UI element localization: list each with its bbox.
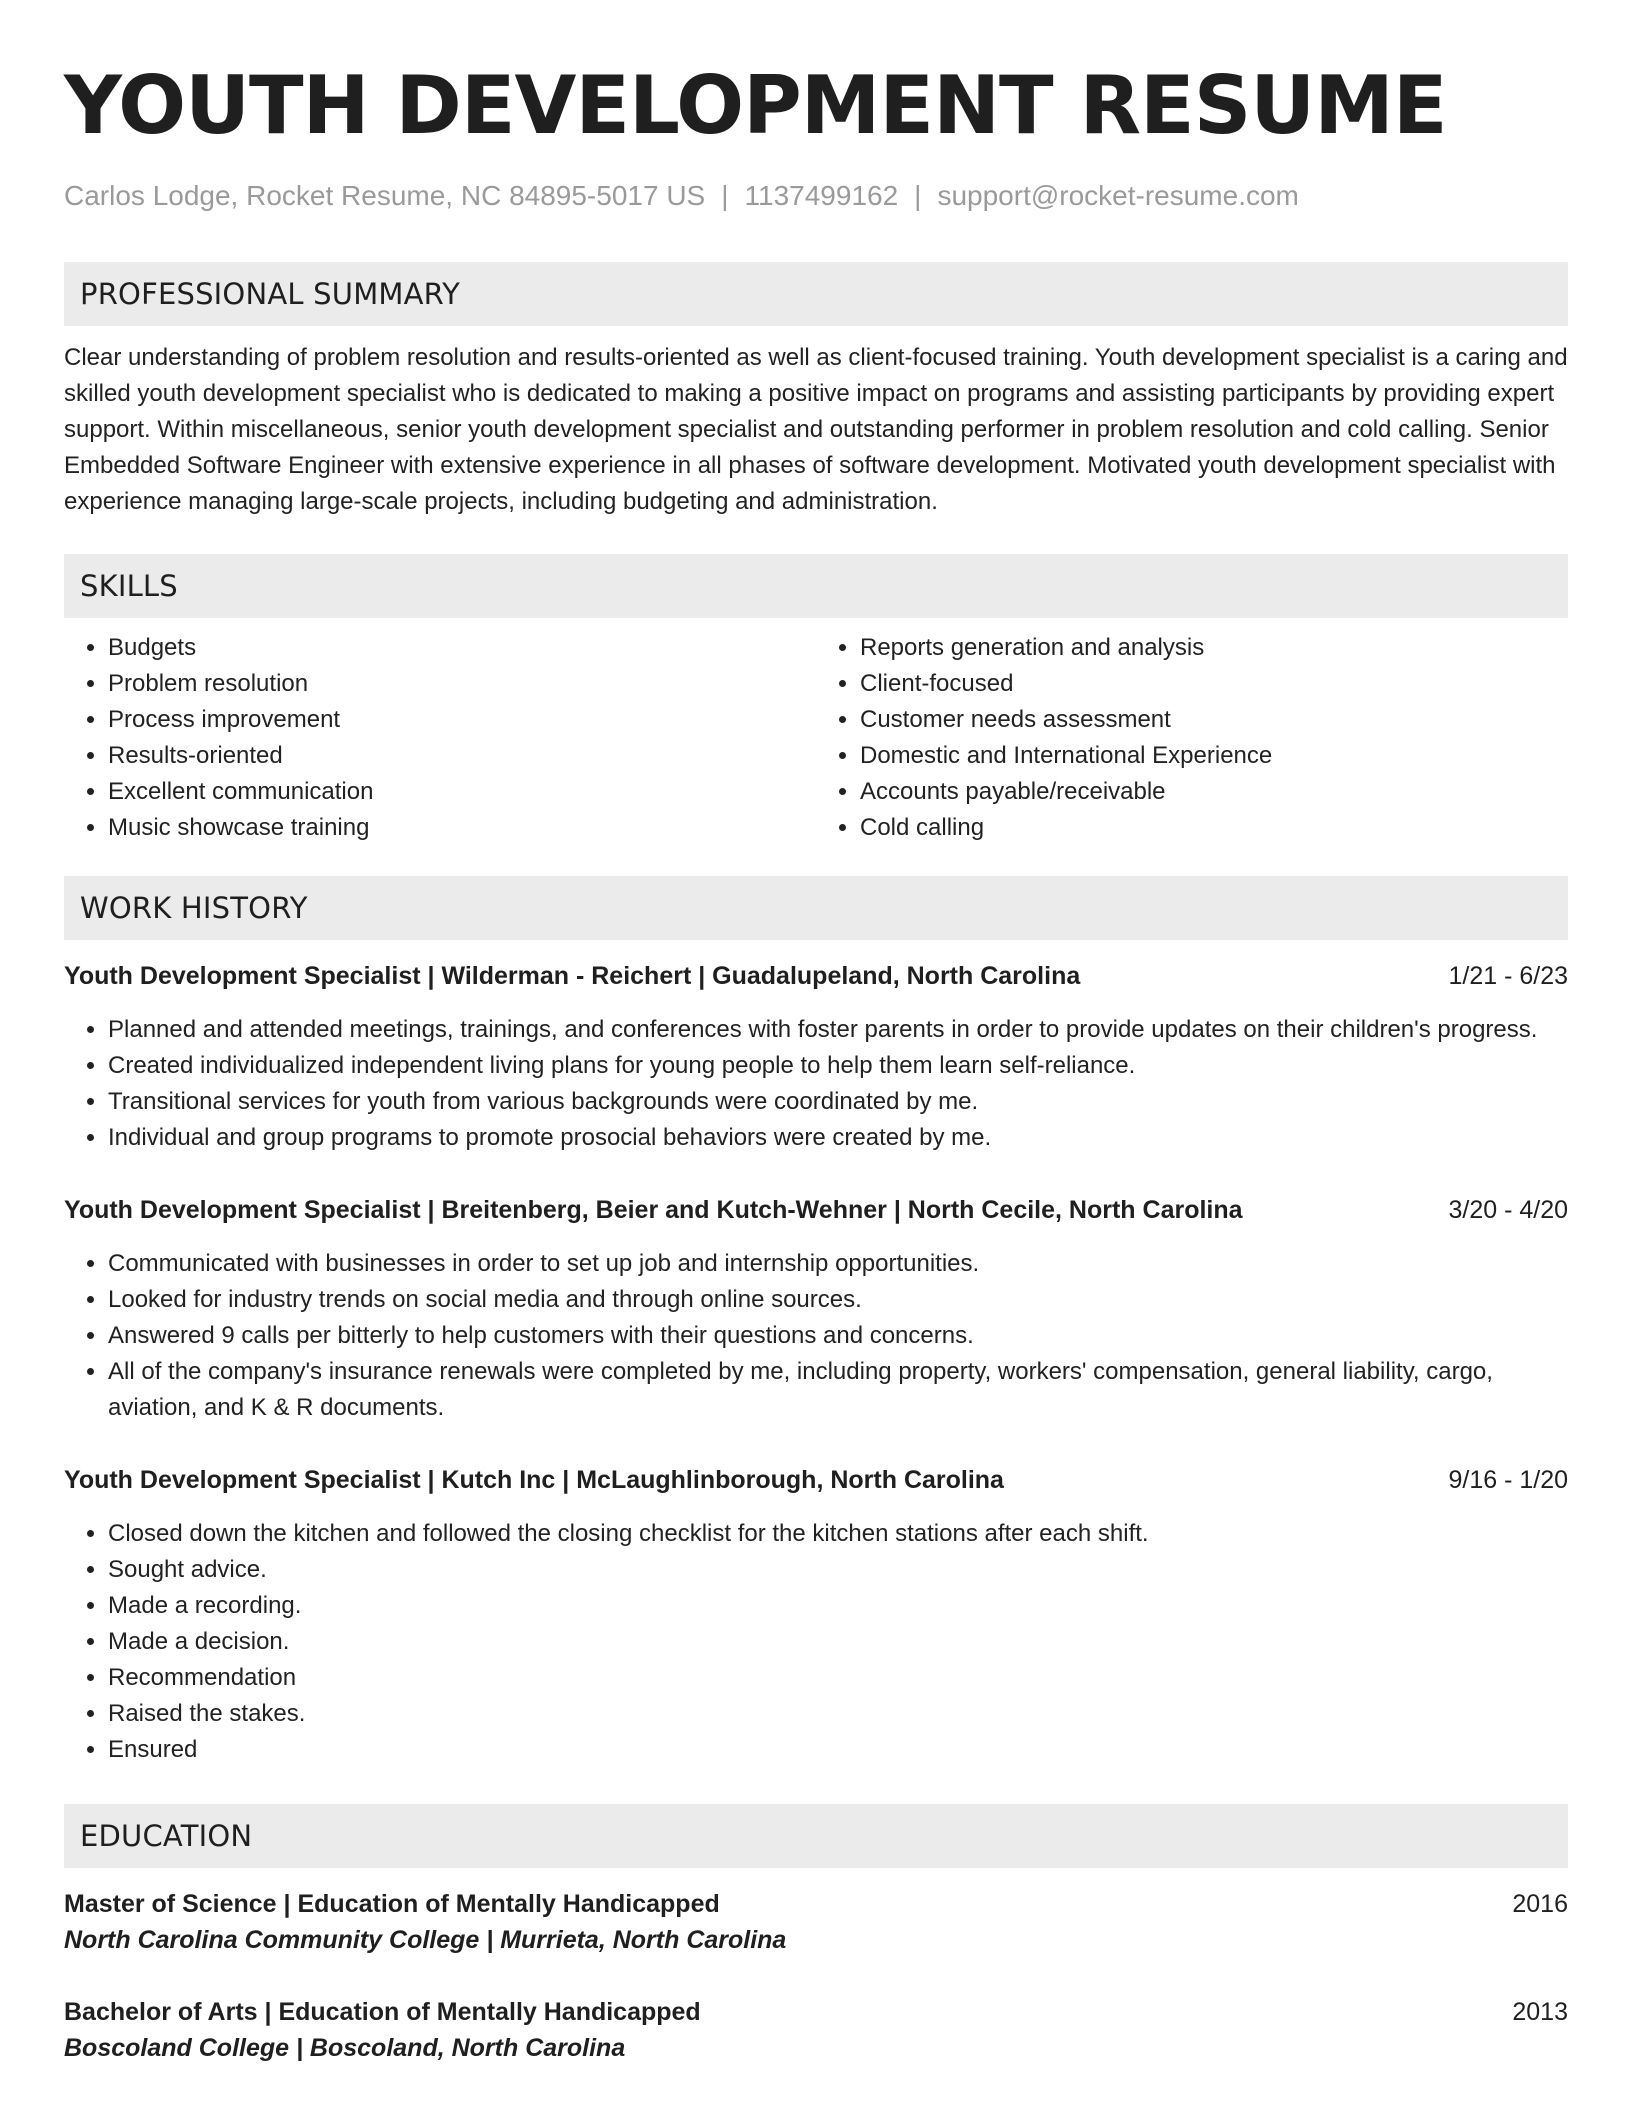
skill-item: • Customer needs assessment <box>860 702 1568 738</box>
job-bullets <box>64 1246 1568 1426</box>
contact-address: Carlos Lodge, Rocket Resume, NC 84895-5017 US <box>64 180 706 211</box>
job-bullet: • All of the company's insurance renewals were completed by me, including property, workers' compensation, general liability, cargo, aviation, and K & R documents. <box>108 1354 1568 1426</box>
job-bullet: • Ensured <box>108 1732 1568 1768</box>
job-bullet: • Sought advice. <box>108 1552 1568 1588</box>
skill-item: • Cold calling <box>860 810 1568 846</box>
job-bullets <box>64 1012 1568 1156</box>
job-header <box>64 958 1568 994</box>
job-bullet: • Created individualized independent living plans for young people to help them learn self-reliance. <box>108 1048 1568 1084</box>
skills-list-right <box>816 630 1568 846</box>
job-title: Youth Development Specialist | Breitenberg, Beier and Kutch-Wehner | North Cecile, North Carolina <box>64 1196 1243 1224</box>
section-heading-summary: PROFESSIONAL SUMMARY <box>64 262 1568 326</box>
skill-item: • Accounts payable/receivable <box>860 774 1568 810</box>
section-heading-work-history: WORK HISTORY <box>64 876 1568 940</box>
education-year: 2016 <box>1512 1890 1568 1918</box>
contact-phone: 1137499162 <box>744 180 899 211</box>
job-header <box>64 1192 1568 1228</box>
skill-item: • Process improvement <box>108 702 816 738</box>
contact-email: support@rocket-resume.com <box>937 180 1299 211</box>
skill-item: • Problem resolution <box>108 666 816 702</box>
summary-text: Clear understanding of problem resolution and results-oriented as well as client-focused training. Youth development specialist is a caring and skilled youth development specialist who is dedicated to making a positive impact on programs and assisting participants by providing expert support. Within miscellaneous, senior youth development specialist and outstanding performer in problem resolution and cold calling. Senior Embedded Software Engineer with extensive experience in all phases of software development. Motivated youth development specialist with experience managing large-scale projects, including budgeting and administration. <box>64 344 1568 515</box>
skills-list-left <box>64 630 816 846</box>
contact-line <box>64 178 1568 214</box>
job-title: Youth Development Specialist | Wilderman - Reichert | Guadalupeland, North Carolina <box>64 962 1081 990</box>
job-bullet: • Made a recording. <box>108 1588 1568 1624</box>
job-entry <box>64 1192 1568 1426</box>
job-header <box>64 1462 1568 1498</box>
job-bullet: • Answered 9 calls per bitterly to help customers with their questions and concerns. <box>108 1318 1568 1354</box>
education-school: Boscoland College | Boscoland, North Carolina <box>64 2034 626 2062</box>
skill-item: • Music showcase training <box>108 810 816 846</box>
resume-title: YOUTH DEVELOPMENT RESUME <box>64 59 1447 152</box>
job-bullet: • Planned and attended meetings, trainings, and conferences with foster parents in order to provide updates on their children's progress. <box>108 1012 1568 1048</box>
job-dates: 1/21 - 6/23 <box>1448 962 1568 990</box>
job-title: Youth Development Specialist | Kutch Inc | McLaughlinborough, North Carolina <box>64 1466 1004 1494</box>
skill-item: • Reports generation and analysis <box>860 630 1568 666</box>
job-entry <box>64 1462 1568 1768</box>
skill-item: • Budgets <box>108 630 816 666</box>
skill-item: • Client-focused <box>860 666 1568 702</box>
skills-columns <box>64 630 1568 846</box>
education-header <box>64 1886 1568 1922</box>
section-heading-skills: SKILLS <box>64 554 1568 618</box>
job-bullets <box>64 1516 1568 1768</box>
skill-item: • Results-oriented <box>108 738 816 774</box>
job-bullet: • Looked for industry trends on social media and through online sources. <box>108 1282 1568 1318</box>
education-degree: Bachelor of Arts | Education of Mentally Handicapped <box>64 1998 701 2026</box>
education-school: North Carolina Community College | Murrieta, North Carolina <box>64 1926 787 1954</box>
job-dates: 3/20 - 4/20 <box>1448 1196 1568 1224</box>
education-entry <box>64 1886 1568 1958</box>
job-bullet: • Closed down the kitchen and followed the closing checklist for the kitchen stations after each shift. <box>108 1516 1568 1552</box>
education-degree: Master of Science | Education of Mentally Handicapped <box>64 1890 720 1918</box>
education-year: 2013 <box>1512 1998 1568 2026</box>
skill-item: • Domestic and International Experience <box>860 738 1568 774</box>
job-entry <box>64 958 1568 1156</box>
job-bullet: • Individual and group programs to promote prosocial behaviors were created by me. <box>108 1120 1568 1156</box>
job-dates: 9/16 - 1/20 <box>1448 1466 1568 1494</box>
contact-separator: | <box>914 180 922 211</box>
job-bullet: • Transitional services for youth from various backgrounds were coordinated by me. <box>108 1084 1568 1120</box>
section-heading-education: EDUCATION <box>64 1804 1568 1868</box>
skill-item: • Excellent communication <box>108 774 816 810</box>
job-bullet: • Recommendation <box>108 1660 1568 1696</box>
education-entry <box>64 1994 1568 2066</box>
job-bullet: • Communicated with businesses in order to set up job and internship opportunities. <box>108 1246 1568 1282</box>
job-bullet: • Made a decision. <box>108 1624 1568 1660</box>
education-header <box>64 1994 1568 2030</box>
contact-separator: | <box>721 180 729 211</box>
job-bullet: • Raised the stakes. <box>108 1696 1568 1732</box>
